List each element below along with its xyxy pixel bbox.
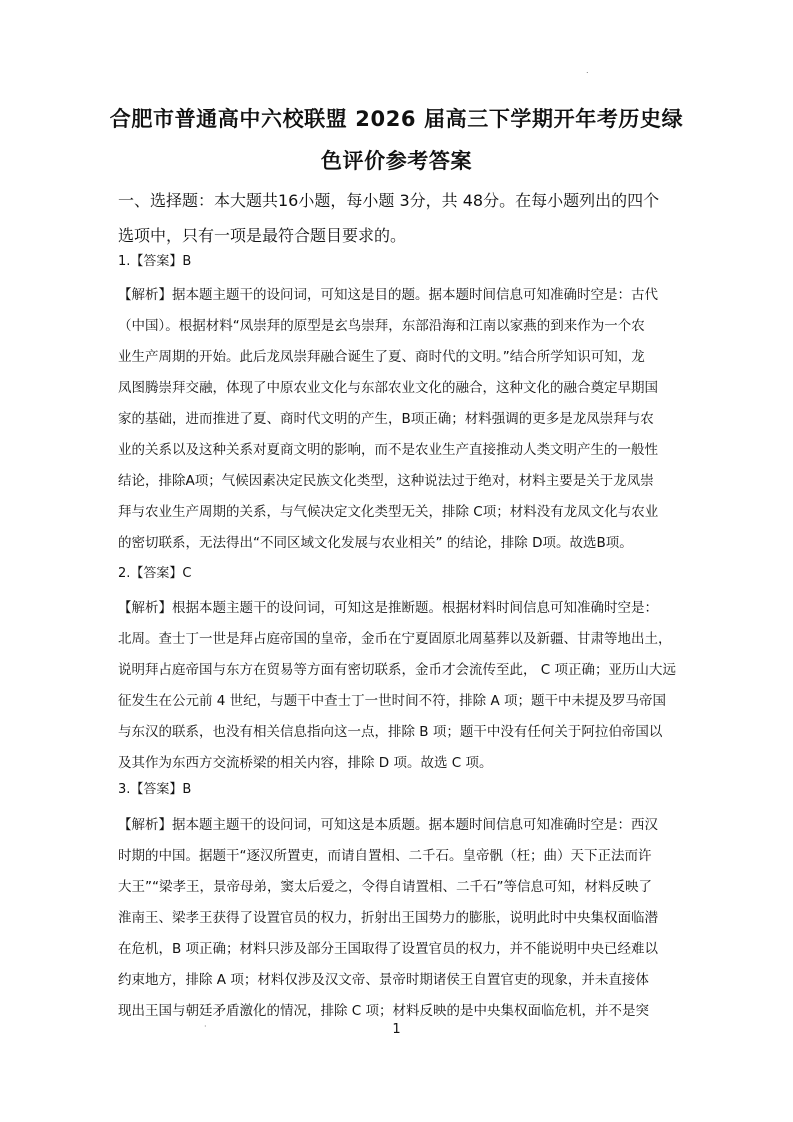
explanation-line: 【解析】据本题主题干的设问词，可知这是本质题。据本题时间信息可知准确时空是：西汉	[118, 817, 658, 833]
explanation-line: 凤图腾崇拜交融，体现了中原农业文化与东部农业文化的融合，这种文化的融合奠定早期国	[118, 380, 658, 396]
section-heading-line-2: 选项中，只有一项是最符合题目要求的。	[118, 226, 407, 245]
explanation-line: 现出王国与朝廷矛盾激化的情况，排除 C 项；材料反映的是中央集权面临危机，并不是突	[118, 1003, 650, 1019]
explanation-line: 淮南王、梁孝王获得了设置官员的权力，折射出王国势力的膨胀，说明此时中央集权面临潜	[118, 910, 658, 926]
explanation-line: 约束地方，排除 A 项；材料仅涉及汉文帝、景帝时期诸侯王自置官吏的现象，并未直接体	[118, 972, 649, 988]
explanation-line: 业生产周期的开始。此后龙凤崇拜融合诞生了夏、商时代的文明。”结合所学知识可知，龙	[118, 349, 645, 365]
explanation-line: 大王”“梁孝王，景帝母弟，窦太后爱之，令得自请置相、二千石”等信息可知，材料反映了	[118, 879, 652, 895]
page-number: 1	[392, 1022, 401, 1037]
explanation-1	[118, 280, 678, 559]
explanation-line: 家的基础，进而推进了夏、商时代文明的产生，B项正确；材料强调的更多是龙凤崇拜与农	[118, 411, 654, 427]
explanation-2	[118, 593, 678, 779]
document-title-line-2: 色评价参考答案	[320, 149, 473, 173]
explanation-line: 业的关系以及这种关系对夏商文明的影响，而不是农业生产直接推动人类文明产生的一般性	[118, 442, 658, 458]
document-title-line-1: 合肥市普通高中六校联盟 2026 届高三下学期开年考历史绿	[109, 107, 684, 131]
answer-label-3: 3.【答案】B	[118, 782, 192, 797]
explanation-line: 说明拜占庭帝国与东方在贸易等方面有密切联系，金币才会流传至此， C 项正确；亚历山大远	[118, 662, 677, 678]
explanation-line: 及其作为东西方交流桥梁的相关内容，排除 D 项。故选 C 项。	[118, 755, 493, 771]
section-heading-line-1: 一、选择题：本大题共16小题，每小题 3分，共 48分。在每小题列出的四个	[118, 191, 660, 210]
explanation-line: 时期的中国。据题干“逐汉所置吏，而请自置相、二千石。皇帝骪（枉；曲）天下正法而许	[118, 848, 652, 864]
explanation-line: 【解析】据本题主题干的设问词，可知这是目的题。据本题时间信息可知准确时空是：古代	[118, 287, 658, 303]
explanation-3	[118, 810, 678, 1027]
explanation-line: 【解析】根据本题主题干的设问词，可知这是推断题。根据材料时间信息可知准确时空是：	[118, 600, 658, 616]
explanation-line: 征发生在公元前 4 世纪，与题干中查士丁一世时间不符，排除 A 项；题干中未提及罗马帝国	[118, 693, 666, 709]
scan-dot: ·	[204, 1022, 207, 1031]
scan-dot: .	[586, 66, 589, 75]
explanation-line: 北周。查士丁一世是拜占庭帝国的皇帝，金币在宁夏固原北周墓葬以及新疆、甘肃等地出土，	[118, 631, 672, 647]
explanation-line: 拜与农业生产周期的关系，与气候决定文化类型无关，排除 C项；材料没有龙凤文化与农业	[118, 504, 659, 520]
answer-label-2: 2.【答案】C	[118, 566, 192, 581]
explanation-line: （中国）。根据材料“凤崇拜的原型是玄鸟崇拜，东部沿海和江南以家燕的到来作为一个农	[118, 318, 645, 334]
answer-label-1: 1.【答案】B	[118, 254, 192, 269]
explanation-line: 结论，排除A项；气候因素决定民族文化类型，这种说法过于绝对，材料主要是关于龙凤崇	[118, 473, 654, 489]
explanation-line: 与东汉的联系，也没有相关信息指向这一点，排除 B 项；题干中没有任何关于阿拉伯帝国以	[118, 724, 663, 740]
explanation-line: 在危机，B 项正确；材料只涉及部分王国取得了设置官员的权力，并不能说明中央已经难以	[118, 941, 659, 957]
explanation-line: 的密切联系，无法得出“不同区域文化发展与农业相关” 的结论，排除 D项。故选B项。	[118, 535, 633, 551]
